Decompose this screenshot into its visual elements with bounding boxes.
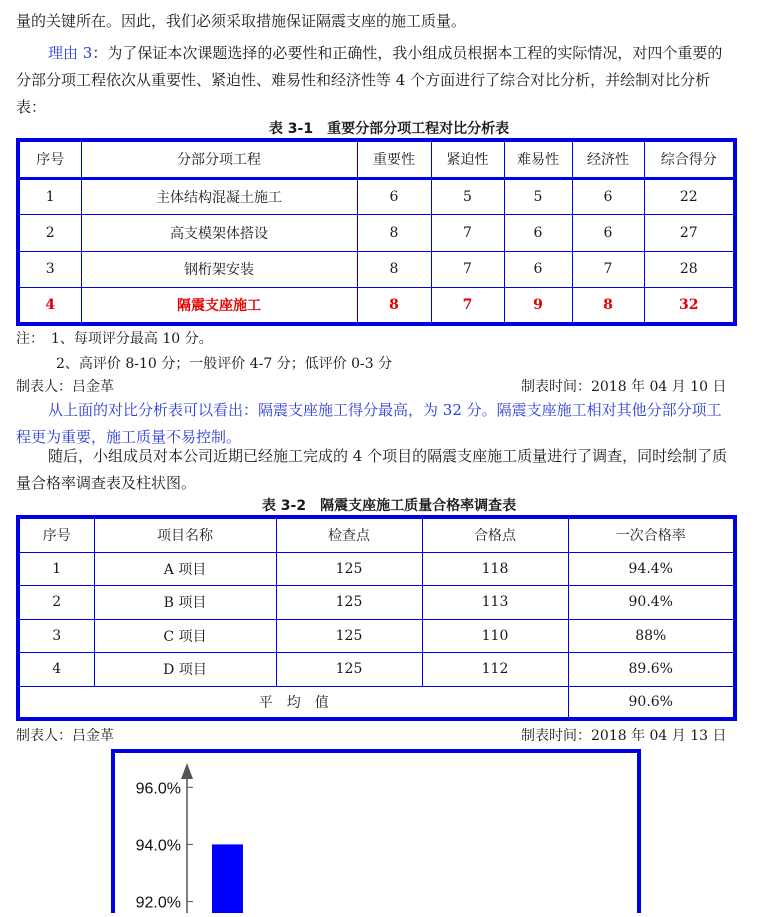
header-cell: 项目名称 — [94, 517, 276, 552]
header-cell: 检查点 — [276, 517, 422, 552]
table-row — [18, 251, 735, 287]
table-cell: 125 — [276, 619, 422, 652]
header-cell: 分部分项工程 — [81, 140, 357, 178]
table-cell: 3 — [18, 619, 94, 652]
table-cell: 27 — [644, 214, 735, 251]
paragraph-conclusion: 从上面的对比分析表可以看出：隔震支座施工得分最高，为 32 分。隔震支座施工相对其他分部分项工程更为重要，施工质量不易控制。 — [16, 401, 722, 446]
table-cell: 6 — [504, 214, 572, 251]
table-cell: 88% — [568, 619, 735, 652]
table-1-caption: 表 3-1 重要分部分项工程对比分析表 — [268, 121, 510, 137]
table-row — [18, 178, 735, 214]
y-axis-ticks — [136, 780, 193, 911]
paragraph-reason-3 — [16, 40, 736, 121]
table-cell: 22 — [644, 178, 735, 214]
table-2-caption: 表 3-2 隔震支座施工质量合格率调查表 — [261, 498, 517, 514]
table-cell: 2 — [18, 585, 94, 619]
table-cell: 7 — [572, 251, 644, 287]
note-2: 2、高评价 8-10 分；一般评价 4-7 分；低评价 0-3 分 — [56, 356, 393, 372]
table-cell: 113 — [422, 585, 568, 619]
table-row — [18, 585, 735, 619]
table-cell: 6 — [572, 214, 644, 251]
reason-text: ：为了保证本次课题选择的必要性和正确性，我小组成员根据本工程的实际情况，对四个重要的分部分项工程依次从重要性、紧迫性、难易性和经济性等 4 个方面进行了综合对比分析，并绘制对比分析表： — [16, 44, 723, 116]
table-cell: 8 — [357, 287, 431, 324]
paragraph-intro: 量的关键所在。因此，我们必须采取措施保证隔震支座的施工质量。 — [16, 12, 467, 30]
table-2-date: 制表时间：2018 年 04 月 13 日 — [521, 728, 727, 744]
table-cell: 4 — [18, 652, 94, 686]
table-cell: 3 — [18, 251, 81, 287]
table-row — [18, 619, 735, 652]
table-cell: 125 — [276, 652, 422, 686]
table-cell: 89.6% — [568, 652, 735, 686]
table-cell: 125 — [276, 552, 422, 585]
table-cell: 6 — [572, 178, 644, 214]
pass-rate-bar-chart — [111, 749, 641, 913]
table-cell: 高支模架体搭设 — [81, 214, 357, 251]
table-1-date: 制表时间：2018 年 04 月 10 日 — [521, 379, 727, 395]
table-row — [18, 214, 735, 251]
table-cell: 125 — [276, 585, 422, 619]
table-cell: 1 — [18, 178, 81, 214]
table-row — [18, 652, 735, 686]
y-axis-arrow-icon — [181, 763, 193, 779]
header-cell: 重要性 — [357, 140, 431, 178]
quality-survey-table — [16, 515, 737, 721]
table-cell: C 项目 — [94, 619, 276, 652]
table-cell: 5 — [504, 178, 572, 214]
table-cell: 1 — [18, 552, 94, 585]
table-cell: 隔震支座施工 — [81, 287, 357, 324]
table-cell: 28 — [644, 251, 735, 287]
table-cell: 7 — [431, 251, 504, 287]
table-cell: 32 — [644, 287, 735, 324]
table-cell: 118 — [422, 552, 568, 585]
paragraph-survey: 随后，小组成员对本公司近期已经施工完成的 4 个项目的隔震支座施工质量进行了调查，同时绘制了质量合格率调查表及柱状图。 — [16, 447, 728, 492]
table-average-row — [18, 686, 735, 719]
average-value: 90.6% — [568, 686, 735, 719]
note-1: 注： 1、每项评分最高 10 分。 — [16, 331, 213, 347]
comparison-table — [16, 138, 737, 326]
table-header-row — [18, 140, 735, 178]
table-cell: 110 — [422, 619, 568, 652]
chart-svg — [115, 753, 637, 913]
table-row-highlighted — [18, 287, 735, 324]
header-cell: 综合得分 — [644, 140, 735, 178]
table-cell: 6 — [357, 178, 431, 214]
table-cell: 钢桁架安装 — [81, 251, 357, 287]
y-tick-label: 92.0% — [135, 894, 181, 912]
header-cell: 序号 — [18, 140, 81, 178]
table-cell: A 项目 — [94, 552, 276, 585]
table-cell: 8 — [357, 251, 431, 287]
header-cell: 合格点 — [422, 517, 568, 552]
table-cell: 112 — [422, 652, 568, 686]
header-cell: 紧迫性 — [431, 140, 504, 178]
header-cell: 难易性 — [504, 140, 572, 178]
y-tick-label: 96.0% — [135, 780, 181, 798]
table-cell: D 项目 — [94, 652, 276, 686]
table-cell: 8 — [357, 214, 431, 251]
table-cell: 7 — [431, 214, 504, 251]
table-row — [18, 552, 735, 585]
table-cell: 2 — [18, 214, 81, 251]
table-cell: 主体结构混凝土施工 — [81, 178, 357, 214]
table-cell: 4 — [18, 287, 81, 324]
table-cell: B 项目 — [94, 585, 276, 619]
table-cell: 8 — [572, 287, 644, 324]
average-label: 平 均 值 — [18, 686, 568, 719]
header-cell: 序号 — [18, 517, 94, 552]
header-cell: 经济性 — [572, 140, 644, 178]
reason-label: 理由 3 — [48, 44, 93, 62]
table-1-maker: 制表人：吕金革 — [16, 379, 114, 395]
table-cell: 94.4% — [568, 552, 735, 585]
table-cell: 7 — [431, 287, 504, 324]
y-tick-label: 94.0% — [135, 837, 181, 855]
header-cell: 一次合格率 — [568, 517, 735, 552]
table-cell: 6 — [504, 251, 572, 287]
table-header-row — [18, 517, 735, 552]
table-cell: 90.4% — [568, 585, 735, 619]
table-cell: 9 — [504, 287, 572, 324]
table-2-maker: 制表人：吕金革 — [16, 728, 114, 744]
table-cell: 5 — [431, 178, 504, 214]
